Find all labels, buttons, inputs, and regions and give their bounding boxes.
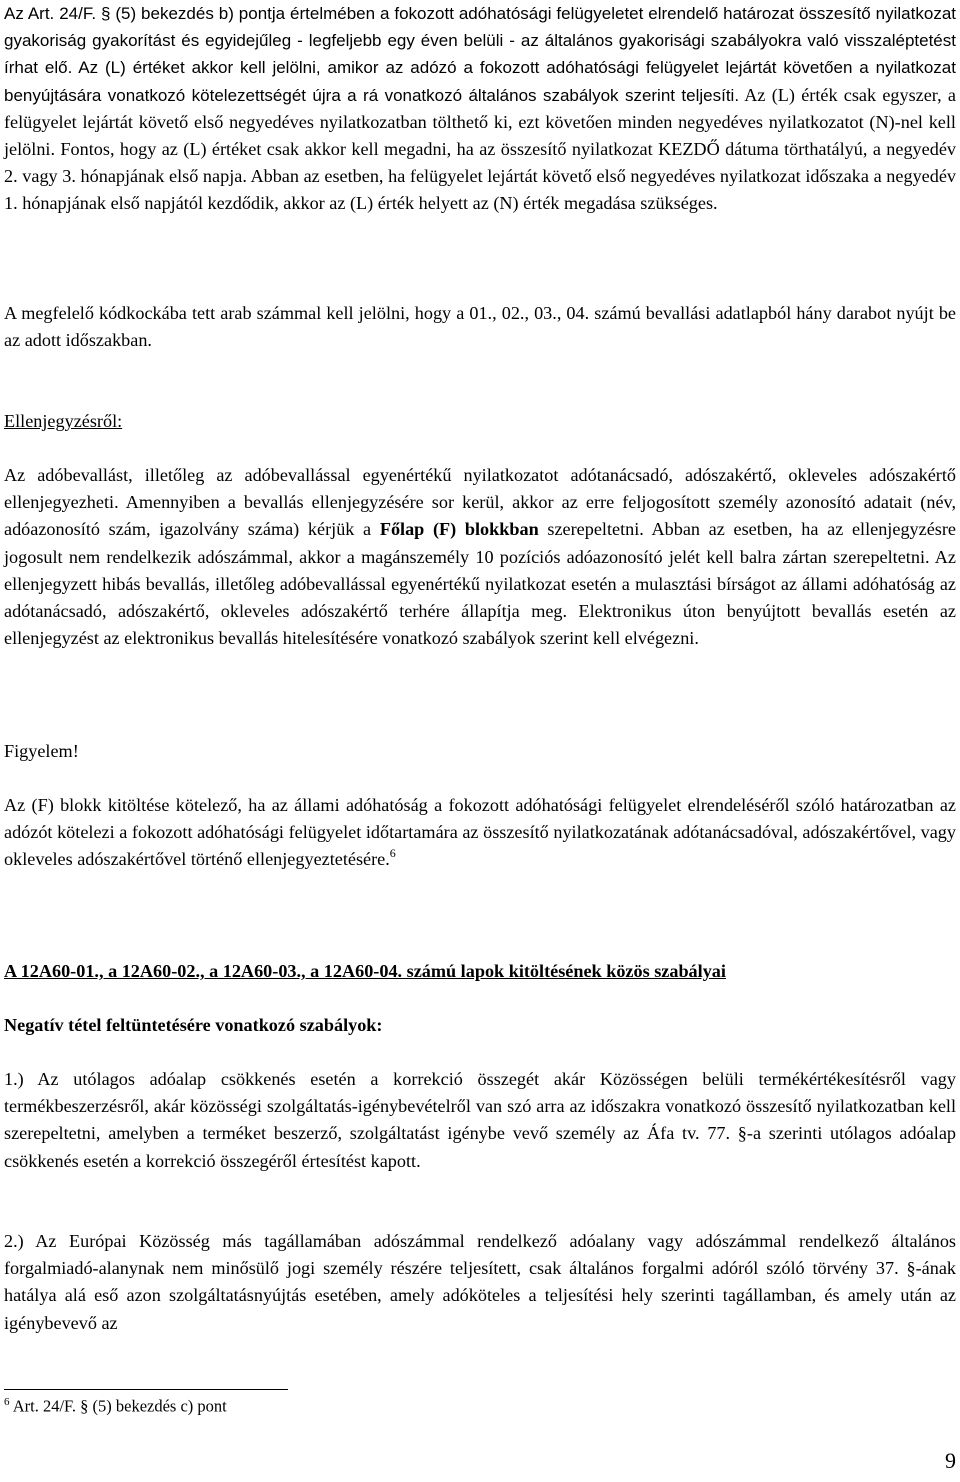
footnote — [4, 1391, 227, 1418]
list-item-1: 1.) Az utólagos adóalap csökkenés esetén a korrekció összegét akár Közösségen belüli termékértékesítésről vagy termékbeszerzésről, akár közösségi szolgáltatás-igénybevételről van szó arra az időszakra vonatkozó összesítő nyilatkozatban kell szerepeltetni, amelyben a terméket beszerző, szolgáltatást igénybe vevő személy az Áfa tv. 77. §-a szerinti utólagos adóalap csökkenés esetén a korrekció összegéről értesítést kapott. — [4, 1069, 956, 1171]
heading-ellenjegyzes: Ellenjegyzésről: — [4, 411, 123, 431]
footnote-ref: 6 — [389, 846, 396, 861]
paragraph-f-blokk — [4, 792, 956, 874]
paragraph-kodkocka: A megfelelő kódkockába tett arab számmal kell jelölni, hogy a 01., 02., 03., 04. számú bevallási adatlapból hány darabot nyújt be az adott időszakban. — [4, 303, 956, 351]
subsection-title: Negatív tétel feltüntetésére vonatkozó szabályok: — [4, 1015, 383, 1035]
footnote-text: Art. 24/F. § (5) bekezdés c) pont — [9, 1396, 227, 1416]
footnote-divider — [4, 1389, 288, 1390]
paragraph-ellenjegyzes — [4, 462, 956, 652]
paragraph-felugyelet-l-ertek: Az (L) értéket akkor kell jelölni, amikor az adózó a fokozott adóhatósági felügyelet lejártát követően a nyilatkozat benyújtására vonatkozó kötelezettségét újra a rá vonatkozó általános szabályok szerint teljesíti. — [4, 58, 956, 105]
paragraph-ellenjegyzes-part1: Az adóbevallást, illetőleg az adóbevallással egyenértékű nyilatkozatot adótanácsadó, adószakértő, okleveles adószakértő ellenjegyezheti. Amennyiben a bevallás ellenjegyzésére sor kerül, akkor az erre feljogosított személy azonosító adatait (név, adóazonosító szám, igazolvány száma) kérjük a — [4, 465, 956, 540]
list-item-2: 2.) Az Európai Közösség más tagállamában adószámmal rendelkező adóalany vagy adószámmal rendelkező általános forgalmiadó-alanynak nem minősülő jogi személy részére teljesített, csak általános forgalmi adóról szóló törvény 37. §-ának hatálya alá eső azon szolgáltatásnyújtás esetében, amely adóköteles a teljesítési hely szerinti tagállamban, és amely után az igénybevevő az — [4, 1231, 956, 1333]
folap-f-blokk: Főlap (F) blokkban — [379, 519, 539, 540]
figyelem-label: Figyelem! — [4, 741, 79, 761]
paragraph-felugyelet — [4, 0, 956, 218]
paragraph-ellenjegyzes-part2: szerepeltetni. Abban az esetben, ha az ellenjegyzésre jogosult nem rendelkezik adószámmal, akkor a magánszemély 10 pozíciós adóazonosító jelét kell balra zártan szerepeltetni. Az ellenjegyzett hibás bevallás, illetőleg adóbevallással egyenértékű nyilatkozat esetén a mulasztási bírságot az állami adóhatóság az adótanácsadó, adószakértő, okleveles adószakértő terhére állapítja meg. Elektronikus úton benyújtott bevallás esetén az ellenjegyzést az elektronikus bevallás hitelesítésére vonatkozó szabályok szerint kell elvégezni. — [4, 519, 956, 649]
paragraph-felugyelet-intro: Az Art. 24/F. § (5) bekezdés b) pontja értelmében a fokozott adóhatósági felügyeletet elrendelő határozat összesítő nyilatkozat gyakoriság gyakorítást és egyidejűleg - legfeljebb egy éven belüli - az általános gyakorisági szabályokra való visszaléptetést írhat elő. — [4, 4, 956, 78]
paragraph-felugyelet-rest: Az (L) érték csak egyszer, a felügyelet lejártát követő első negyedéves nyilatkozatban tölthető ki, ezt követően minden negyedéves nyilatkozatot (N)-nel kell jelölni. Fontos, hogy az (L) értéket csak akkor kell megadni, ha az összesítő nyilatkozat KEZDŐ dátuma törthatályú, a negyedév 2. vagy 3. hónapjának első napja. Abban az esetben, ha felügyelet lejártát követő első negyedéves nyilatkozat időszaka a negyedév 1. hónapjának első napjától kezdődik, akkor az (L) érték helyett az (N) érték megadása szükséges. — [4, 84, 956, 214]
footnote-number: 6 — [4, 1396, 10, 1408]
paragraph-f-blokk-text: Az (F) blokk kitöltése kötelező, ha az állami adóhatóság a fokozott adóhatósági felügyelet elrendeléséről szóló határozatban az adózót kötelezi a fokozott adóhatósági felügyelet időtartamára az összesítő nyilatkozatának adótanácsadóval, adószakértővel, vagy okleveles adószakértővel történő ellenjegyeztetésére. — [4, 795, 956, 870]
page-number: 9 — [945, 1448, 956, 1473]
section-title: A 12A60-01., a 12A60-02., a 12A60-03., a 12A60-04. számú lapok kitöltésének közös szabályai — [4, 961, 726, 981]
